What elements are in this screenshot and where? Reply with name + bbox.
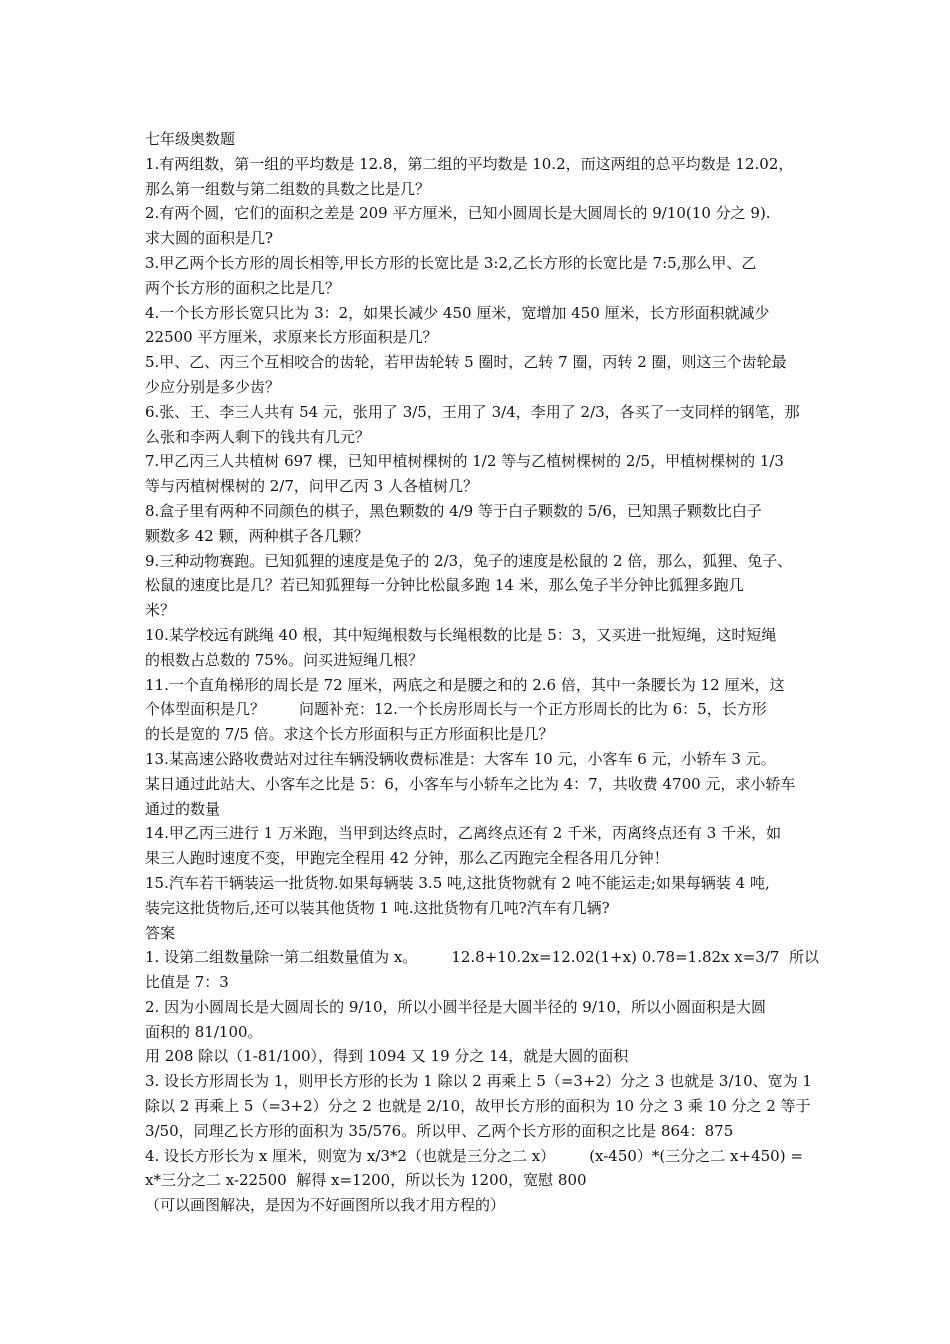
question-13 — [145, 747, 810, 821]
text-line: 通过的数量 — [145, 799, 221, 818]
text-line: 米？ — [145, 601, 176, 620]
text-line: 等与丙植树棵树的 2/7，问甲乙丙 3 人各植树几？ — [145, 477, 478, 496]
question-1 — [145, 152, 810, 202]
text-line: 某日通过此站大、小客车之比是 5：6，小客车与小轿车之比为 4：7，共收费 4700 元，求小轿车 — [145, 774, 796, 793]
text-line: 么张和李两人剩下的钱共有几元？ — [145, 427, 371, 446]
text-segment: 12.8+10.2x=12.02(1+x) 0.78=1.82x x=3/7 所以 — [451, 948, 819, 967]
text-line: 3/50，同理乙长方形的面积为 35/576。所以甲、乙两个长方形的面积之比是 864：875 — [145, 1121, 734, 1140]
text-line: 的长是宽的 7/5 倍。求这个长方形面积与正方形面积比是几？ — [145, 725, 554, 744]
question-10 — [145, 623, 810, 673]
text-segment: 4. 设长方形长为 x 厘米，则宽为 x/3*2（也就是三分之二 x） — [145, 1146, 556, 1165]
answers-heading: 答案 — [145, 923, 176, 942]
text-line: 比值是 7：3 — [145, 973, 229, 992]
text-line — [145, 945, 819, 970]
text-line: 的根数占总数的 75%。问买进短绳几根？ — [145, 650, 424, 669]
document-title: 七年级奥数题 — [145, 130, 236, 148]
text-line: 14.甲乙丙三进行 1 万米跑，当甲到达终点时，乙离终点还有 2 千米，丙离终点还有 3 千米，如 — [145, 824, 782, 843]
text-line: 4.一个长方形长宽只比为 3：2，如果长减少 450 厘米，宽增加 450 厘米，长方形面积就减少 — [145, 303, 770, 322]
text-line: 那么第一组数与第二组数的具数之比是几？ — [145, 179, 431, 198]
text-line: 1.有两组数，第一组的平均数是 12.8，第二组的平均数是 10.2，而这两组的总平均数是 12.02， — [145, 154, 794, 173]
answer-4 — [145, 1144, 810, 1218]
text-line: 2.有两个圆，它们的面积之差是 209 平方厘米，已知小圆周长是大圆周长的 9/10(10 分之 9). — [145, 204, 771, 223]
question-2 — [145, 201, 810, 251]
text-segment: 1. 设第二组数量除一第二组数量值为 x。 — [145, 948, 418, 967]
document-page — [145, 127, 819, 1218]
text-line: x*三分之二 x-22500 解得 x=1200，所以长为 1200，宽慰 800 — [145, 1171, 587, 1190]
question-9 — [145, 549, 810, 623]
answer-3 — [145, 1069, 810, 1143]
text-line: 少应分别是多少齿？ — [145, 377, 281, 396]
question-15 — [145, 871, 810, 921]
text-line: 松鼠的速度比是几？若已知狐狸每一分钟比松鼠多跑 14 米，那么兔子半分钟比狐狸多跑几 — [145, 576, 744, 595]
text-line: 6.张、王、李三人共有 54 元，张用了 3/5，王用了 3/4，李用了 2/3，各买了一支同样的钢笔，那 — [145, 402, 800, 421]
text-line: 5.甲、乙、丙三个互相咬合的齿轮，若甲齿轮转 5 圈时，乙转 7 圈，丙转 2 圈，则这三个齿轮最 — [145, 353, 787, 372]
text-line: 求大圆的面积是几? — [145, 229, 274, 248]
text-line: 果三人跑时速度不变，甲跑完全程用 42 分钟，那么乙丙跑完全程各用几分钟！ — [145, 849, 669, 868]
text-line: 两个长方形的面积之比是几？ — [145, 278, 341, 297]
text-line: 装完这批货物后,还可以装其他货物 1 吨.这批货物有几吨?汽车有几辆? — [145, 898, 610, 917]
question-8 — [145, 499, 810, 549]
text-line: 颗数多 42 颗，两种棋子各几颗？ — [145, 526, 369, 545]
text-line: 2. 因为小圆周长是大圆周长的 9/10，所以小圆半径是大圆半径的 9/10，所以小圆面积是大圆 — [145, 997, 766, 1016]
answer-2 — [145, 995, 810, 1069]
text-segment: 个体型面积是几？ — [145, 700, 266, 719]
text-line: （可以画图解决，是因为不好画图所以我才用方程的） — [145, 1196, 506, 1215]
question-3 — [145, 251, 810, 301]
text-line: 面积的 81/100。 — [145, 1022, 263, 1041]
text-line: 3. 设长方形周长为 1，则甲长方形的长为 1 除以 2 再乘上 5（=3+2）分之 3 也就是 3/10、宽为 1 — [145, 1072, 812, 1091]
question-6 — [145, 400, 810, 450]
question-7 — [145, 449, 810, 499]
text-line: 13.某高速公路收费站对过往车辆没辆收费标准是：大客车 10 元，小客车 6 元，小轿车 3 元。 — [145, 749, 776, 768]
text-line: 15.汽车若干辆装运一批货物.如果每辆装 3.5 吨,这批货物就有 2 吨不能运走;如果每辆装 4 吨, — [145, 873, 770, 892]
text-line: 8.盒子里有两种不同颜色的棋子，黑色颗数的 4/9 等于白子颗数的 5/6，已知黑子颗数比白子 — [145, 501, 762, 520]
text-line: 除以 2 再乘上 5（=3+2）分之 2 也就是 2/10，故甲长方形的面积为 10 分之 3 乘 10 分之 2 等于 — [145, 1097, 811, 1116]
text-line — [145, 697, 810, 722]
text-line: 3.甲乙两个长方形的周长相等,甲长方形的长宽比是 3:2,乙长方形的长宽比是 7:5,那么甲、乙 — [145, 253, 757, 272]
answer-1 — [145, 945, 819, 995]
question-5 — [145, 350, 810, 400]
question-14 — [145, 821, 810, 871]
text-line: 22500 平方厘米，求原来长方形面积是几？ — [145, 328, 438, 347]
question-11-12 — [145, 673, 810, 747]
text-line: 10.某学校远有跳绳 40 根，其中短绳根数与长绳根数的比是 5：3，又买进一批短绳，这时短绳 — [145, 625, 777, 644]
text-segment: (x-450）*(三分之二 x+450) = — [589, 1146, 803, 1165]
text-line: 11.一个直角梯形的周长是 72 厘米，两底之和是腰之和的 2.6 倍，其中一条腰长为 12 厘米，这 — [145, 675, 785, 694]
question-4 — [145, 301, 810, 351]
text-segment: 问题补充：12.一个长房形周长与一个正方形周长的比为 6：5，长方形 — [299, 700, 767, 719]
text-line — [145, 1144, 810, 1169]
text-line: 用 208 除以（1-81/100），得到 1094 又 19 分之 14，就是大圆的面积 — [145, 1047, 629, 1066]
text-line: 9.三种动物赛跑。已知狐狸的速度是兔子的 2/3，兔子的速度是松鼠的 2 倍，那么，狐狸、兔子、 — [145, 551, 793, 570]
text-line: 7.甲乙丙三人共植树 697 棵，已知甲植树棵树的 1/2 等与乙植树棵树的 2/5，甲植树棵树的 1/3 — [145, 452, 784, 471]
